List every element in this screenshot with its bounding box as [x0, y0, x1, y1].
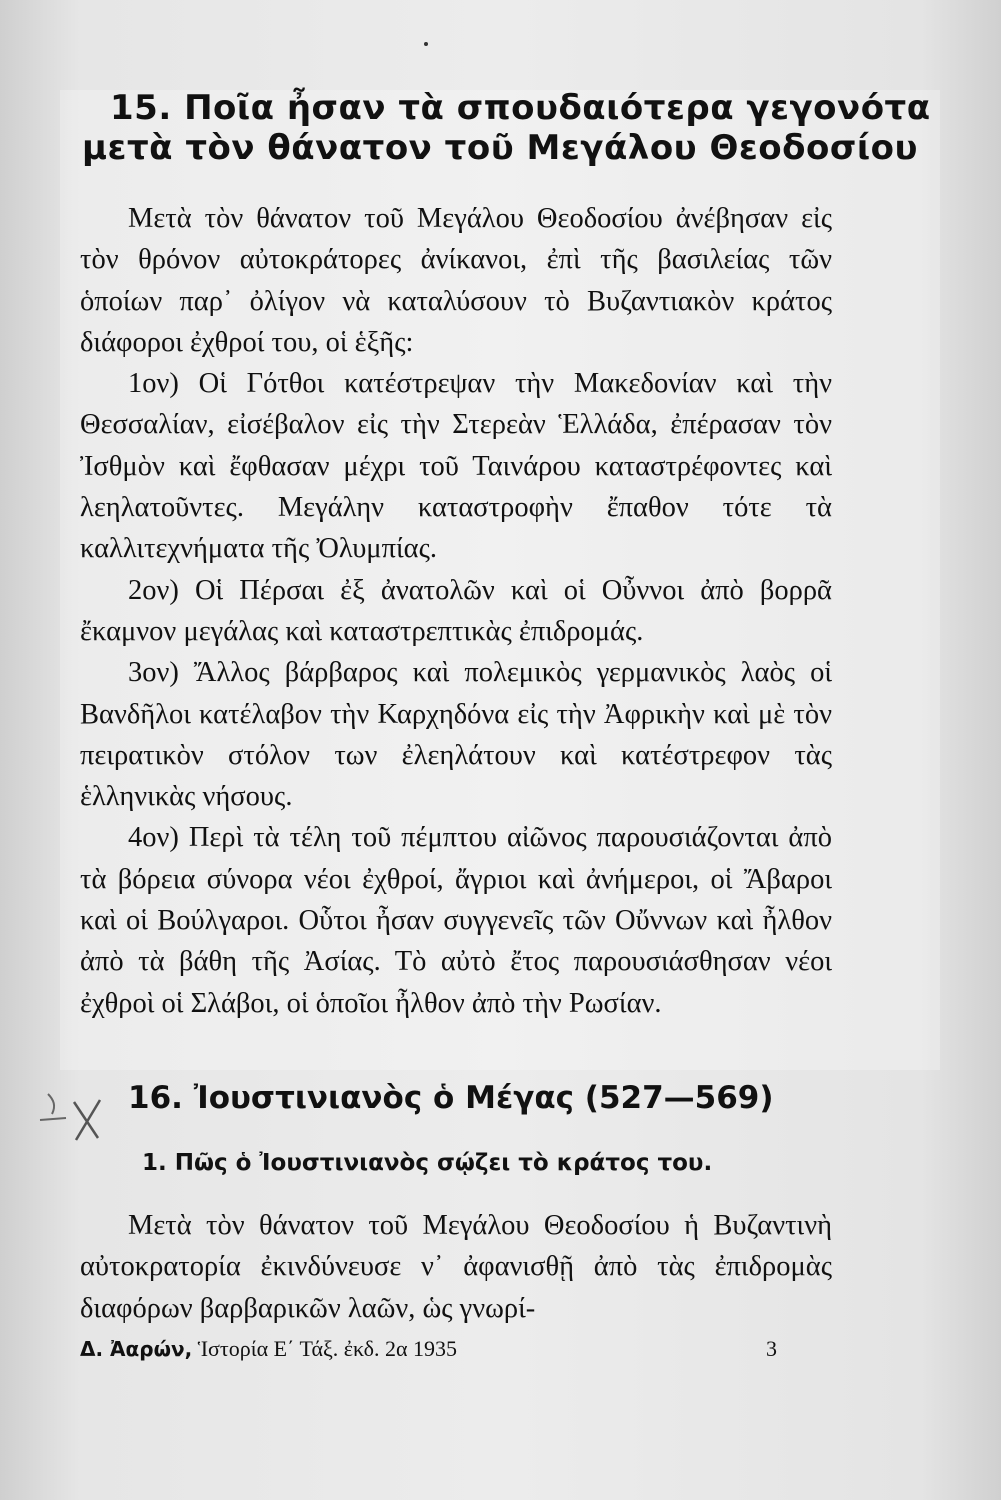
- section-15-body: [80, 198, 832, 1024]
- section-16-heading: 16. Ἰουστινιανὸς ὁ Μέγας (527—569): [128, 1080, 774, 1116]
- page-number: 3: [766, 1336, 777, 1361]
- page-footer: [80, 1336, 800, 1362]
- ink-speck: [424, 42, 428, 46]
- footer-book-info: Ἱστορία Ε΄ Τάξ. ἐκδ. 2α 1935: [197, 1336, 458, 1361]
- section-15-paragraph-persians: 2ον) Οἱ Πέρσαι ἐξ ἀνατολῶν καὶ οἱ Οὖννοι ἀπὸ βορρᾶ ἔκαμνον μεγάλας καὶ καταστρεπτικὰς ἐπιδρομάς.: [80, 574, 832, 647]
- section-15-intro-paragraph: Μετὰ τὸν θάνατον τοῦ Μεγάλου Θεοδοσίου ἀνέβησαν εἰς τὸν θρόνον αὐτοκράτορες ἀνίκανοι, ἐπὶ τῆς βασιλείας τῶν ὁποίων παρ᾿ ὀλίγον νὰ καταλύσουν τὸ Βυζαντιακὸν κράτος διάφοροι ἐχθροί του, οἱ ἑξῆς:: [80, 203, 832, 358]
- section-15-paragraph-goths: 1ον) Οἱ Γότθοι κατέστρεψαν τὴν Μακεδονίαν καὶ τὴν Θεσσαλίαν, εἰσέβαλον εἰς τὴν Στερεὰν Ἑλλάδα, ἐπέρασαν τὸν Ἰσθμὸν καὶ ἔφθασαν μέχρι τοῦ Ταινάρου καταστρέφοντες καὶ λεηλατοῦντες. Μεγάλην καταστροφὴν ἔπαθον τότε τὰ καλλιτεχνήματα τῆς Ὀλυμπίας.: [80, 368, 832, 565]
- section-16-body: [80, 1205, 832, 1329]
- section-15-heading-line2: μετὰ τὸν θάνατον τοῦ Μεγάλου Θεοδοσίου: [82, 128, 918, 168]
- section-16-paragraph: Μετὰ τὸν θάνατον τοῦ Μεγάλου Θεοδοσίου ἡ Βυζαντινὴ αὐτοκρατορία ἐκινδύνευσε ν᾿ ἀφανισθῇ ἀπὸ τὰς ἐπιδρομὰς διαφόρων βαρβαρικῶν λαῶν, ὡς γνωρί-: [80, 1210, 832, 1324]
- section-15-heading: [82, 88, 942, 168]
- section-16-subheading: 1. Πῶς ὁ Ἰουστινιανὸς σῴζει τὸ κράτος του.: [142, 1150, 713, 1176]
- section-15-heading-line1: 15. Ποῖα ἦσαν τὰ σπουδαιότερα γεγονότα: [110, 88, 931, 128]
- section-15-paragraph-vandals: 3ον) Ἄλλος βάρβαρος καὶ πολεμικὸς γερμανικὸς λαὸς οἱ Βανδῆλοι κατέλαβον τὴν Καρχηδόνα εἰς τὴν Ἀφρικὴν καὶ μὲ τὸν πειρατικὸν στόλον των ἐλεηλάτουν καὶ κατέστρεφον τὰς ἑλληνικὰς νήσους.: [80, 657, 832, 813]
- footer-author: Δ. Ἀαρών,: [80, 1337, 193, 1361]
- section-15-paragraph-avars: 4ον) Περὶ τὰ τέλη τοῦ πέμπτου αἰῶνος παρουσιάζονται ἀπὸ τὰ βόρεια σύνορα νέοι ἐχθροί, ἄγριοι καὶ ἀνήμεροι, οἱ Ἄβαροι καὶ οἱ Βούλγαροι. Οὗτοι ἦσαν συγγενεῖς τῶν Οὔννων καὶ ἦλθον ἀπὸ τὰ βάθη τῆς Ἀσίας. Τὸ αὐτὸ ἔτος παρουσιάσθησαν νέοι ἐχθροὶ οἱ Σλάβοι, οἱ ὁποῖοι ἦλθον ἀπὸ τὴν Ρωσίαν.: [80, 822, 832, 1019]
- handwritten-margin-mark: [34, 1080, 114, 1160]
